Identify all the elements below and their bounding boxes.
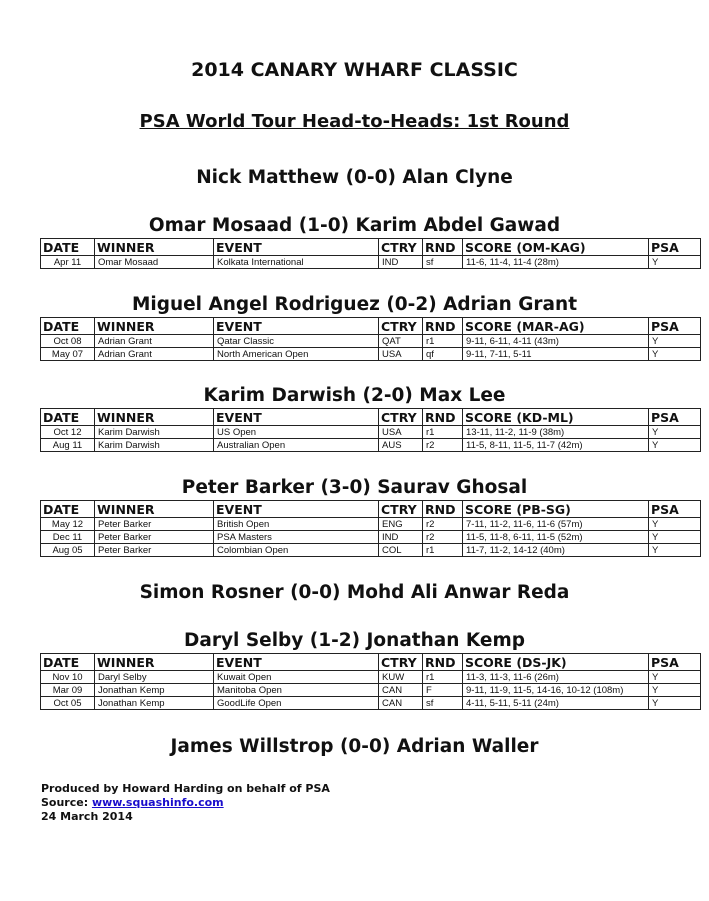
column-header-score: SCORE (MAR-AG) — [463, 318, 649, 335]
column-header-ctry: CTRY — [379, 654, 423, 671]
cell-rnd: r1 — [423, 671, 463, 684]
cell-ctry: USA — [379, 348, 423, 361]
cell-rnd: r1 — [423, 335, 463, 348]
column-header-winner: WINNER — [95, 239, 214, 256]
cell-psa: Y — [649, 439, 701, 452]
document-date: 24 March 2014 — [41, 810, 133, 823]
cell-psa: Y — [649, 684, 701, 697]
column-header-winner: WINNER — [95, 654, 214, 671]
cell-rnd: F — [423, 684, 463, 697]
column-header-psa: PSA — [649, 654, 701, 671]
cell-event: Australian Open — [214, 439, 379, 452]
cell-psa: Y — [649, 335, 701, 348]
match-heading: Nick Matthew (0-0) Alan Clyne — [196, 167, 513, 188]
column-header-rnd: RND — [423, 318, 463, 335]
column-header-winner: WINNER — [95, 318, 214, 335]
cell-ctry: COL — [379, 544, 423, 557]
cell-event: US Open — [214, 426, 379, 439]
cell-score: 11-5, 8-11, 11-5, 11-7 (42m) — [463, 439, 649, 452]
column-header-event: EVENT — [214, 318, 379, 335]
cell-score: 11-7, 11-2, 14-12 (40m) — [463, 544, 649, 557]
table-row — [41, 544, 701, 557]
column-header-ctry: CTRY — [379, 409, 423, 426]
cell-date: Dec 11 — [41, 531, 95, 544]
cell-winner: Jonathan Kemp — [95, 684, 214, 697]
cell-winner: Karim Darwish — [95, 426, 214, 439]
table-row — [41, 256, 701, 269]
table-row — [41, 426, 701, 439]
cell-score: 9-11, 11-9, 11-5, 14-16, 10-12 (108m) — [463, 684, 649, 697]
cell-psa: Y — [649, 518, 701, 531]
table-row — [41, 697, 701, 710]
column-header-score: SCORE (OM-KAG) — [463, 239, 649, 256]
cell-ctry: AUS — [379, 439, 423, 452]
match-heading: Daryl Selby (1-2) Jonathan Kemp — [184, 630, 525, 651]
cell-score: 11-6, 11-4, 11-4 (28m) — [463, 256, 649, 269]
cell-ctry: QAT — [379, 335, 423, 348]
cell-ctry: KUW — [379, 671, 423, 684]
source-label: Source: — [41, 796, 92, 809]
cell-score: 13-11, 11-2, 11-9 (38m) — [463, 426, 649, 439]
column-header-event: EVENT — [214, 654, 379, 671]
cell-ctry: CAN — [379, 697, 423, 710]
cell-event: Qatar Classic — [214, 335, 379, 348]
column-header-ctry: CTRY — [379, 318, 423, 335]
cell-score: 7-11, 11-2, 11-6, 11-6 (57m) — [463, 518, 649, 531]
cell-rnd: sf — [423, 697, 463, 710]
match-heading: Peter Barker (3-0) Saurav Ghosal — [181, 477, 528, 498]
table-row — [41, 684, 701, 697]
cell-event: British Open — [214, 518, 379, 531]
table-row — [41, 518, 701, 531]
head-to-head-table — [40, 317, 701, 361]
document-subtitle: PSA World Tour Head-to-Heads: 1st Round — [139, 111, 570, 132]
cell-psa: Y — [649, 426, 701, 439]
cell-event: Colombian Open — [214, 544, 379, 557]
column-header-winner: WINNER — [95, 501, 214, 518]
cell-score: 9-11, 7-11, 5-11 — [463, 348, 649, 361]
source-link[interactable]: www.squashinfo.com — [91, 796, 224, 809]
cell-psa: Y — [649, 671, 701, 684]
match-heading: Karim Darwish (2-0) Max Lee — [203, 385, 506, 406]
column-header-date: DATE — [41, 501, 95, 518]
cell-ctry: IND — [379, 256, 423, 269]
column-header-rnd: RND — [423, 654, 463, 671]
cell-winner: Peter Barker — [95, 518, 214, 531]
cell-rnd: r2 — [423, 518, 463, 531]
cell-rnd: r1 — [423, 426, 463, 439]
cell-rnd: qf — [423, 348, 463, 361]
cell-winner: Peter Barker — [95, 544, 214, 557]
cell-date: Aug 11 — [41, 439, 95, 452]
table-header-row — [41, 409, 701, 426]
column-header-event: EVENT — [214, 239, 379, 256]
cell-ctry: USA — [379, 426, 423, 439]
source-line — [41, 796, 330, 810]
column-header-event: EVENT — [214, 409, 379, 426]
cell-score: 4-11, 5-11, 5-11 (24m) — [463, 697, 649, 710]
match-heading: Simon Rosner (0-0) Mohd Ali Anwar Reda — [139, 582, 570, 603]
cell-winner: Peter Barker — [95, 531, 214, 544]
column-header-date: DATE — [41, 654, 95, 671]
column-header-score: SCORE (KD-ML) — [463, 409, 649, 426]
column-header-rnd: RND — [423, 239, 463, 256]
cell-winner: Adrian Grant — [95, 335, 214, 348]
cell-event: GoodLife Open — [214, 697, 379, 710]
cell-score: 9-11, 6-11, 4-11 (43m) — [463, 335, 649, 348]
table-header-row — [41, 501, 701, 518]
cell-event: Manitoba Open — [214, 684, 379, 697]
cell-winner: Jonathan Kemp — [95, 697, 214, 710]
cell-event: Kuwait Open — [214, 671, 379, 684]
cell-psa: Y — [649, 348, 701, 361]
table-header-row — [41, 318, 701, 335]
cell-date: Apr 11 — [41, 256, 95, 269]
produced-by-note: Produced by Howard Harding on behalf of PSA — [41, 782, 330, 795]
cell-winner: Omar Mosaad — [95, 256, 214, 269]
cell-winner: Karim Darwish — [95, 439, 214, 452]
cell-score: 11-3, 11-3, 11-6 (26m) — [463, 671, 649, 684]
column-header-psa: PSA — [649, 239, 701, 256]
column-header-psa: PSA — [649, 409, 701, 426]
cell-psa: Y — [649, 531, 701, 544]
head-to-head-table — [40, 653, 701, 710]
head-to-head-table — [40, 408, 701, 452]
cell-date: Mar 09 — [41, 684, 95, 697]
cell-winner: Adrian Grant — [95, 348, 214, 361]
cell-date: Nov 10 — [41, 671, 95, 684]
cell-ctry: IND — [379, 531, 423, 544]
column-header-date: DATE — [41, 318, 95, 335]
cell-rnd: r2 — [423, 439, 463, 452]
table-row — [41, 335, 701, 348]
cell-score: 11-5, 11-8, 6-11, 11-5 (52m) — [463, 531, 649, 544]
column-header-date: DATE — [41, 409, 95, 426]
document-title: 2014 CANARY WHARF CLASSIC — [191, 59, 518, 81]
head-to-head-table — [40, 500, 701, 557]
cell-date: May 12 — [41, 518, 95, 531]
column-header-winner: WINNER — [95, 409, 214, 426]
cell-event: Kolkata International — [214, 256, 379, 269]
footer — [41, 782, 330, 824]
cell-psa: Y — [649, 697, 701, 710]
column-header-rnd: RND — [423, 501, 463, 518]
cell-rnd: r2 — [423, 531, 463, 544]
column-header-psa: PSA — [649, 318, 701, 335]
cell-event: North American Open — [214, 348, 379, 361]
column-header-ctry: CTRY — [379, 239, 423, 256]
cell-date: May 07 — [41, 348, 95, 361]
column-header-date: DATE — [41, 239, 95, 256]
cell-ctry: CAN — [379, 684, 423, 697]
cell-date: Aug 05 — [41, 544, 95, 557]
cell-event: PSA Masters — [214, 531, 379, 544]
cell-date: Oct 05 — [41, 697, 95, 710]
cell-psa: Y — [649, 544, 701, 557]
column-header-score: SCORE (DS-JK) — [463, 654, 649, 671]
match-heading: James Willstrop (0-0) Adrian Waller — [170, 736, 539, 757]
match-heading: Miguel Angel Rodriguez (0-2) Adrian Grant — [131, 294, 578, 315]
column-header-event: EVENT — [214, 501, 379, 518]
cell-ctry: ENG — [379, 518, 423, 531]
table-header-row — [41, 239, 701, 256]
match-heading: Omar Mosaad (1-0) Karim Abdel Gawad — [148, 215, 561, 236]
head-to-head-table — [40, 238, 701, 269]
column-header-rnd: RND — [423, 409, 463, 426]
table-row — [41, 671, 701, 684]
table-row — [41, 348, 701, 361]
cell-winner: Daryl Selby — [95, 671, 214, 684]
cell-date: Oct 08 — [41, 335, 95, 348]
cell-rnd: r1 — [423, 544, 463, 557]
table-row — [41, 439, 701, 452]
cell-date: Oct 12 — [41, 426, 95, 439]
column-header-score: SCORE (PB-SG) — [463, 501, 649, 518]
column-header-ctry: CTRY — [379, 501, 423, 518]
table-header-row — [41, 654, 701, 671]
cell-psa: Y — [649, 256, 701, 269]
table-row — [41, 531, 701, 544]
cell-rnd: sf — [423, 256, 463, 269]
column-header-psa: PSA — [649, 501, 701, 518]
